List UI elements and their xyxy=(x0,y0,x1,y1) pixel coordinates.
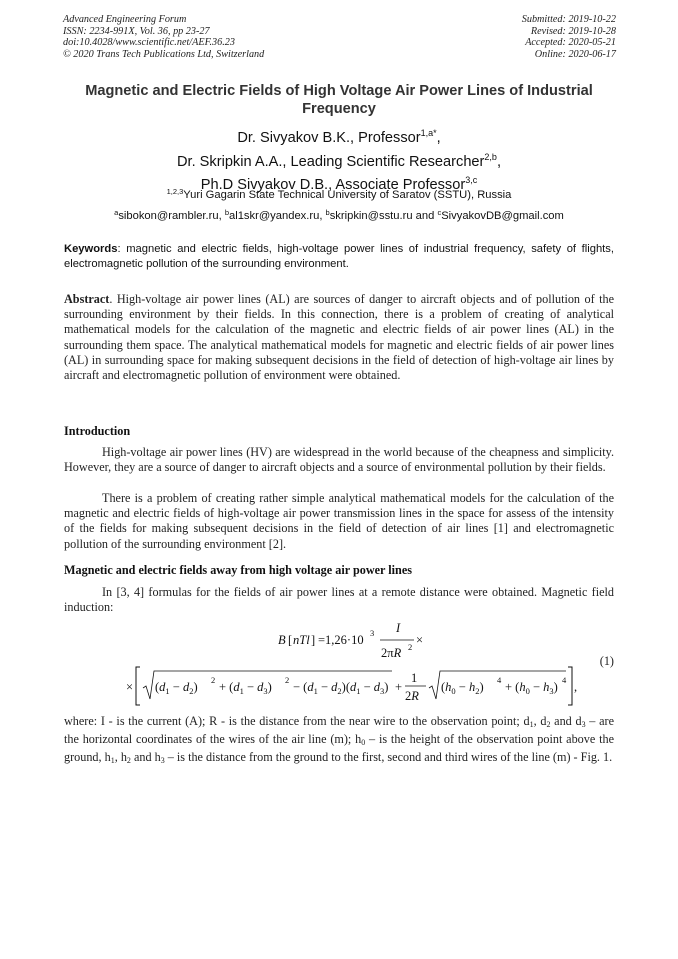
date-accepted: Accepted: 2020-05-21 xyxy=(525,37,616,48)
author-3: Ph.D Sivyakov D.B., Associate Professor$^{3,c}$ xyxy=(200,175,478,193)
equation-number: (1) xyxy=(599,654,614,668)
fields-paragraph-2: where: I - is the current (A); R - is the distance from the near wire to the observation point; $d_1$, $d_2$ and $d_3$ – are the horizontal coordinates of the wires of the air line (m); $h_0$ – is the height of the observation point above the ground, $h_1$, $h_2$ and $h_3$ – is the distance from the ground to the first, second and third wires of the line (m) - Fig. 1. xyxy=(64,714,614,766)
author-2: Dr. Skripkin A.A., Leading Scientific Researcher$^{2,b}$, xyxy=(176,151,501,170)
keywords: Keywords: magnetic and electric fields, high-voltage power lines of industrial frequency, safety of flights, electromagnetic pollution of the surrounding environment. xyxy=(64,243,614,271)
svg-text:I: I xyxy=(396,621,401,635)
svg-text:4: 4 xyxy=(497,675,502,685)
svg-text:(d1 − d2): $(d_1 - d_2)$ xyxy=(155,680,198,696)
svg-text:2R: 2R xyxy=(405,689,419,703)
abstract: Abstract. High-voltage air power lines (AL) are sources of danger to aircraft objects and of pollution of the surrounding environment by their fields. In this connection, there is a problem of creating of analytical mathematical models for the calculation of the magnetic and electric fields of air power lines (AL) in the surrounding them space. The analytical mathematical models for magnetic and electric fields of air power lines (AL) in surrounding space for making subsequent decisions in the field of detection of high-voltage air lines by aircraft and electromagnetic pollution of environment were obtained. xyxy=(64,292,614,383)
svg-text:2πR: 2πR xyxy=(381,646,402,660)
date-submitted: Submitted: 2019-10-22 xyxy=(521,14,616,25)
section-heading-introduction: Introduction xyxy=(64,424,131,438)
svg-text:×: × xyxy=(126,680,134,694)
svg-text:4: 4 xyxy=(562,675,567,685)
equation-1 xyxy=(0,615,678,715)
date-revised: Revised: 2019-10-28 xyxy=(530,25,616,37)
keywords-label: Keywords xyxy=(64,243,118,255)
author-1: Dr. Sivyakov B.K., Professor$^{1,a*}$, xyxy=(237,128,441,146)
affiliation: $^{1,2,3}$Yuri Gagarin State Technical University of Saratov (SSTU), Russia xyxy=(166,187,512,201)
svg-text:1: 1 xyxy=(411,671,418,685)
svg-text:nTl: nTl xyxy=(293,633,310,647)
svg-text:3: 3 xyxy=(370,628,375,638)
svg-text:2: 2 xyxy=(408,642,413,652)
svg-text:2: 2 xyxy=(285,675,290,685)
svg-text:(h0 − h2): $(h_0 - h_2)$ xyxy=(441,680,484,696)
svg-text:]: ] xyxy=(311,633,316,647)
journal-copyright: © 2020 Trans Tech Publications Ltd, Switzerland xyxy=(63,48,265,60)
author-emails: $^a$sibokon@rambler.ru, $^b$al1skr@yandex.ru, $^b$skripkin@sstu.ru and $^c$SivyakovDB@gmail.com xyxy=(114,208,564,222)
svg-text:×: × xyxy=(416,633,424,647)
intro-paragraph-2: There is a problem of creating rather simple analytical mathematical models for the calculation of the magnetic and electric fields of high-voltage air power transmission lines in the space for assess of the intensity of the fields for making subsequent decisions in the field of detection of air lines [1] and electromagnetic pollution of the surrounding environment [2]. xyxy=(64,491,614,551)
journal-doi: doi:10.4028/www.scientific.net/AEF.36.23 xyxy=(63,37,235,48)
svg-text:+ (h0 − h3): + $(h_0 - h_3)$ xyxy=(505,680,558,696)
date-online: Online: 2020-06-17 xyxy=(534,48,616,60)
journal-name: Advanced Engineering Forum xyxy=(63,14,187,25)
journal-issn: ISSN: 2234-991X, Vol. 36, pp 23-27 xyxy=(63,25,210,37)
author-list xyxy=(60,124,618,195)
intro-paragraph-1: High-voltage air power lines (HV) are widespread in the world because of the cheapness and simplicity. However, they are a source of danger to aircraft objects and a source of environmental pollution by their fields. xyxy=(64,445,614,475)
section-heading-fields: Magnetic and electric fields away from high voltage air power lines xyxy=(64,563,412,577)
paper-title: Magnetic and Electric Fields of High Voltage Air Power Lines of Industrial Frequency xyxy=(85,83,593,117)
svg-text:+ (d1 − d3): + $(d_1 - d_3)$ xyxy=(219,680,272,696)
svg-text:[: [ xyxy=(288,633,293,647)
svg-text:=1,26·10: =1,26·10 xyxy=(318,633,364,647)
abstract-label: Abstract xyxy=(64,292,110,306)
svg-text:2: 2 xyxy=(211,675,216,685)
fields-paragraph-1: In [3, 4] formulas for the fields of air power lines at a remote distance were obtained. Magnetic field induction: xyxy=(64,585,614,615)
svg-text:B: B xyxy=(278,633,286,647)
journal-info xyxy=(63,14,264,60)
submission-dates xyxy=(522,14,616,60)
svg-text:,: , xyxy=(574,680,578,694)
svg-text:+: + xyxy=(395,680,403,694)
svg-text:− (d1 − d2)(d1 − d3): − $(d_1 - d_2)(d_1 - d_3)$ xyxy=(293,680,389,696)
